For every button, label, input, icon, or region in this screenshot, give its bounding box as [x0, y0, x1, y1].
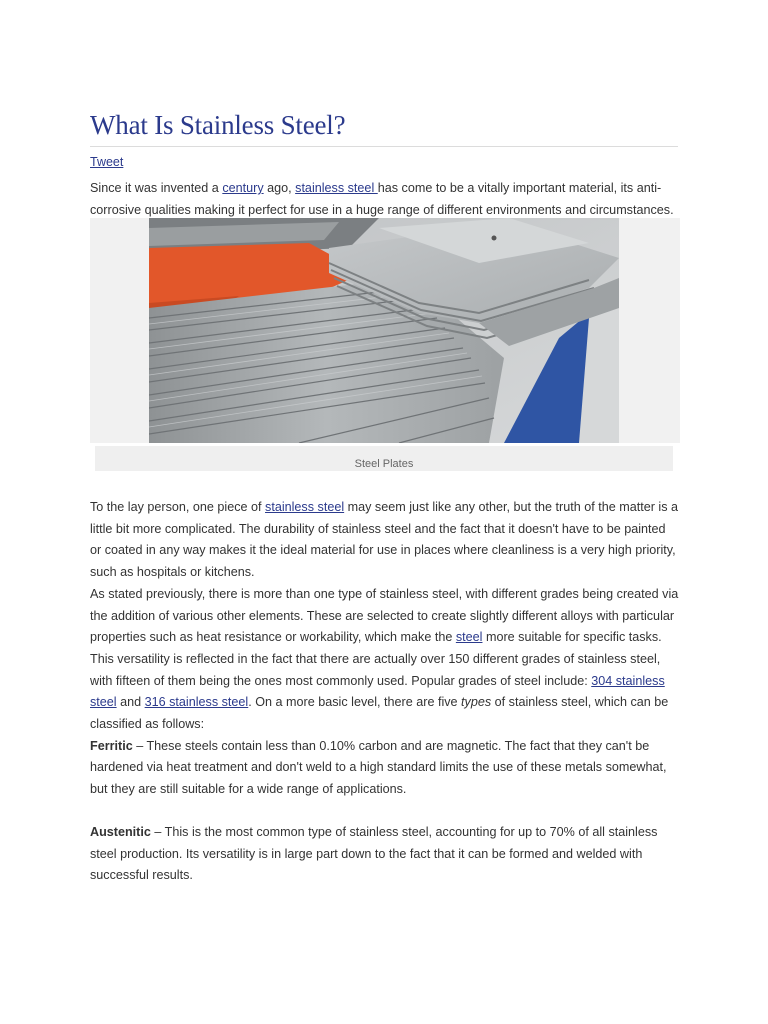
tweet-link[interactable]: Tweet — [90, 155, 124, 169]
p3-text-2: and — [116, 695, 145, 710]
p2-text-2: more suitable for specific tasks. — [482, 630, 662, 645]
intro-text-3: has come to be a vitally important material, its anti-corrosive qualities making it perfect for use in a huge range of different environments and circumstances. — [90, 181, 674, 217]
stainless-steel-link-2[interactable]: stainless steel — [265, 500, 345, 514]
types-emphasis: types — [461, 695, 492, 710]
p1-text-2: may seem just like any other, but the truth of the matter is a little bit more complicated. The durability of stainless steel and the fact that it doesn't have to be painted or coated in any way makes it the ideal material for use in places where cleanliness is a very high priority, such as hospitals or kitchens. — [90, 500, 679, 580]
title-divider — [90, 146, 678, 147]
article-title: What Is Stainless Steel? — [90, 110, 346, 140]
link-316-stainless-steel[interactable]: 316 stainless steel — [144, 695, 249, 710]
intro-paragraph — [90, 178, 680, 221]
body-text — [90, 497, 680, 801]
figure-steel-plates — [90, 218, 680, 443]
p3-text-4: of stainless steel, which can be classified as follows: — [90, 695, 669, 732]
steel-plates-photo — [149, 218, 619, 443]
century-link[interactable]: century — [222, 181, 264, 195]
p3-text-1: This versatility is reflected in the fact that there are actually over 150 different grades of stainless steel, with fifteen of them being the ones most commonly used. Popular grades of steel include: — [90, 651, 661, 688]
steel-link[interactable]: steel — [455, 630, 483, 645]
p3-text-3: . On a more basic level, there are five — [248, 695, 462, 710]
austenitic-text: – This is the most common type of stainless steel, accounting for up to 70% of all stainless steel production. Its versatility is in large part down to the fact that it can be formed and welded with successful results. — [90, 825, 658, 883]
stainless-steel-link[interactable]: stainless steel — [295, 181, 378, 195]
intro-text-2: ago, — [263, 181, 296, 195]
austenitic-paragraph — [90, 822, 680, 887]
p2-text-1: As stated previously, there is more than one type of stainless steel, with different grades being created via the addition of various other elements. These are selected to create slightly different alloys with particular properties such as heat resistance or workability, which make the — [90, 586, 679, 645]
ferritic-text: – These steels contain less than 0.10% carbon and are magnetic. The fact that they can't be hardened via heat treatment and don't weld to a high standard limits the use of these metals somewhat, but they are still suitable for a wide range of applications. — [90, 738, 667, 797]
p1-text-1: To the lay person, one piece of — [90, 500, 266, 514]
link-304-stainless-steel[interactable]: 304 stainless steel — [90, 673, 665, 710]
figure-caption: Steel Plates — [95, 446, 673, 471]
intro-text-1: Since it was invented a — [90, 181, 223, 195]
ferritic-label: Ferritic — [90, 738, 133, 753]
austenitic-label: Austenitic — [90, 825, 151, 839]
